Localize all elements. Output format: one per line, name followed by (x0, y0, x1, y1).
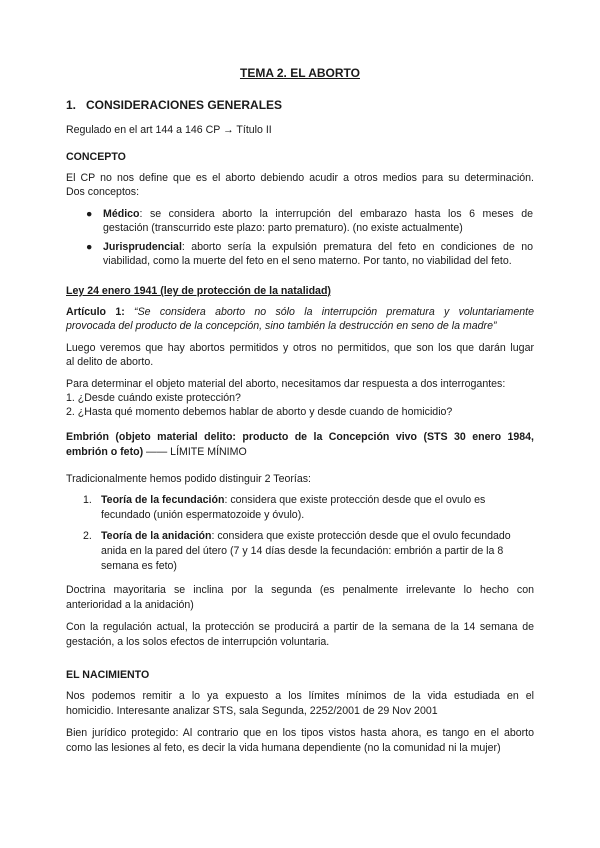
concepto-paragraph-line1: El CP no nos define que es el aborto debiendo acudir a otros medios para su determinación. (66, 172, 534, 184)
bullet-icon: ● (86, 208, 93, 220)
articulo-line1 (66, 306, 534, 318)
tradicional-text: Tradicionalmente hemos podido distinguir 2 Teorías: (66, 473, 311, 485)
bullet-jurisprudencial-text: : aborto sería la expulsión prematura del feto en condiciones de no (181, 241, 533, 253)
regulacion-line2: gestación, a los solos efectos de interrupción voluntaria. (66, 636, 330, 648)
teoria-number: 1. (83, 494, 92, 506)
teoria-anidacion-line2: anida en la pared del útero (7 y 14 días desde la fecundación: embrión a partir de la 8 (101, 545, 504, 557)
teoria-anidacion-line3: semana es feto) (101, 560, 177, 572)
regulacion-line1: Con la regulación actual, la protección se producirá a partir de la semana de la 14 semana de (66, 621, 534, 633)
page-title: TEMA 2. EL ABORTO (239, 66, 360, 80)
para-line1: Para determinar el objeto material del aborto, necesitamos dar respuesta a dos interrogantes: (66, 378, 506, 390)
doctrina-line2: anterioridad a la anidación) (66, 599, 194, 611)
embrion-line1: Embrión (objeto material delito: producto de la Concepción vivo (STS 30 enero 1984, (66, 431, 534, 443)
embrion-bold: embrión o feto) (66, 446, 144, 458)
section-label: CONSIDERACIONES GENERALES (86, 98, 283, 112)
bullet-jurisprudencial-term: Jurisprudencial (103, 241, 182, 253)
bullet-medico-line2: gestación (transcurrido este plazo: parto prematuro). (no existe actualmente) (103, 222, 463, 234)
question-1: 1. ¿Desde cuándo existe protección? (66, 392, 241, 404)
nos-line1: Nos podemos remitir a lo ya expuesto a los límites mínimos de la vida estudiada en el (66, 690, 534, 702)
teoria-fecundacion-line1 (101, 494, 485, 506)
nacimiento-heading: EL NACIMIENTO (66, 669, 150, 681)
luego-line1: Luego veremos que hay abortos permitidos y otros no permitidos, que son los que darán lugar (66, 342, 534, 354)
luego-line2: al delito de aborto. (66, 356, 154, 368)
bien-line2: como las lesiones al feto, es decir la vida humana dependiente (no la comunidad ni la mujer) (66, 742, 501, 754)
embrion-limite: —— LÍMITE MÍNIMO (143, 446, 247, 458)
bullet-jurisprudencial-line1 (103, 241, 533, 253)
articulo-label: Artículo 1: (66, 306, 125, 318)
concepto-heading: CONCEPTO (66, 151, 126, 163)
section-number: 1. (66, 98, 77, 112)
bullet-icon: ● (86, 241, 93, 253)
nos-line2: homicidio. Interesante analizar STS, sala Segunda, 2252/2001 de 29 Nov 2001 (66, 705, 438, 717)
concepto-paragraph-line2: Dos conceptos: (66, 186, 140, 198)
section-heading (66, 98, 282, 112)
question-2: 2. ¿Hasta qué momento debemos hablar de aborto y desde cuando de homicidio? (66, 406, 453, 418)
teoria-anidacion-text: : considera que existe protección desde que el ovulo fecundado (211, 530, 511, 542)
doctrina-line1: Doctrina mayoritaria se inclina por la segunda (es penalmente irrelevante lo hecho con (66, 584, 534, 596)
teoria-anidacion-line1 (101, 530, 511, 542)
bien-line1: Bien jurídico protegido: Al contrario que en los tipos vistos hasta ahora, es tango en el aborto (66, 727, 534, 739)
regulado-text: Regulado en el art 144 a 146 CP → Título II (66, 124, 272, 136)
bullet-jurisprudencial-line2: viabilidad, como la muerte del feto en el seno materno. Por tanto, no viabilidad del feto. (103, 255, 512, 267)
articulo-quote: “Se considera aborto no sólo la interrupción prematura y voluntariamente (124, 306, 534, 318)
embrion-line2 (66, 446, 247, 458)
teoria-fecundacion-term: Teoría de la fecundación (101, 494, 225, 506)
ley-heading: Ley 24 enero 1941 (ley de protección de la natalidad) (66, 285, 331, 297)
articulo-line2: provocada del producto de la concepción, sino también la destrucción en seno de la madre” (66, 320, 497, 332)
bullet-medico-line1 (103, 208, 533, 220)
teoria-fecundacion-line2: fecundado (unión espermatozoide y óvulo). (101, 509, 305, 521)
teoria-fecundacion-text: : considera que existe protección desde que el ovulo es (224, 494, 486, 506)
bullet-medico-term: Médico (103, 208, 140, 220)
teoria-anidacion-term: Teoría de la anidación (101, 530, 212, 542)
bullet-medico-text: : se considera aborto la interrupción del embarazo hasta los 6 meses de (139, 208, 533, 220)
teoria-number: 2. (83, 530, 92, 542)
